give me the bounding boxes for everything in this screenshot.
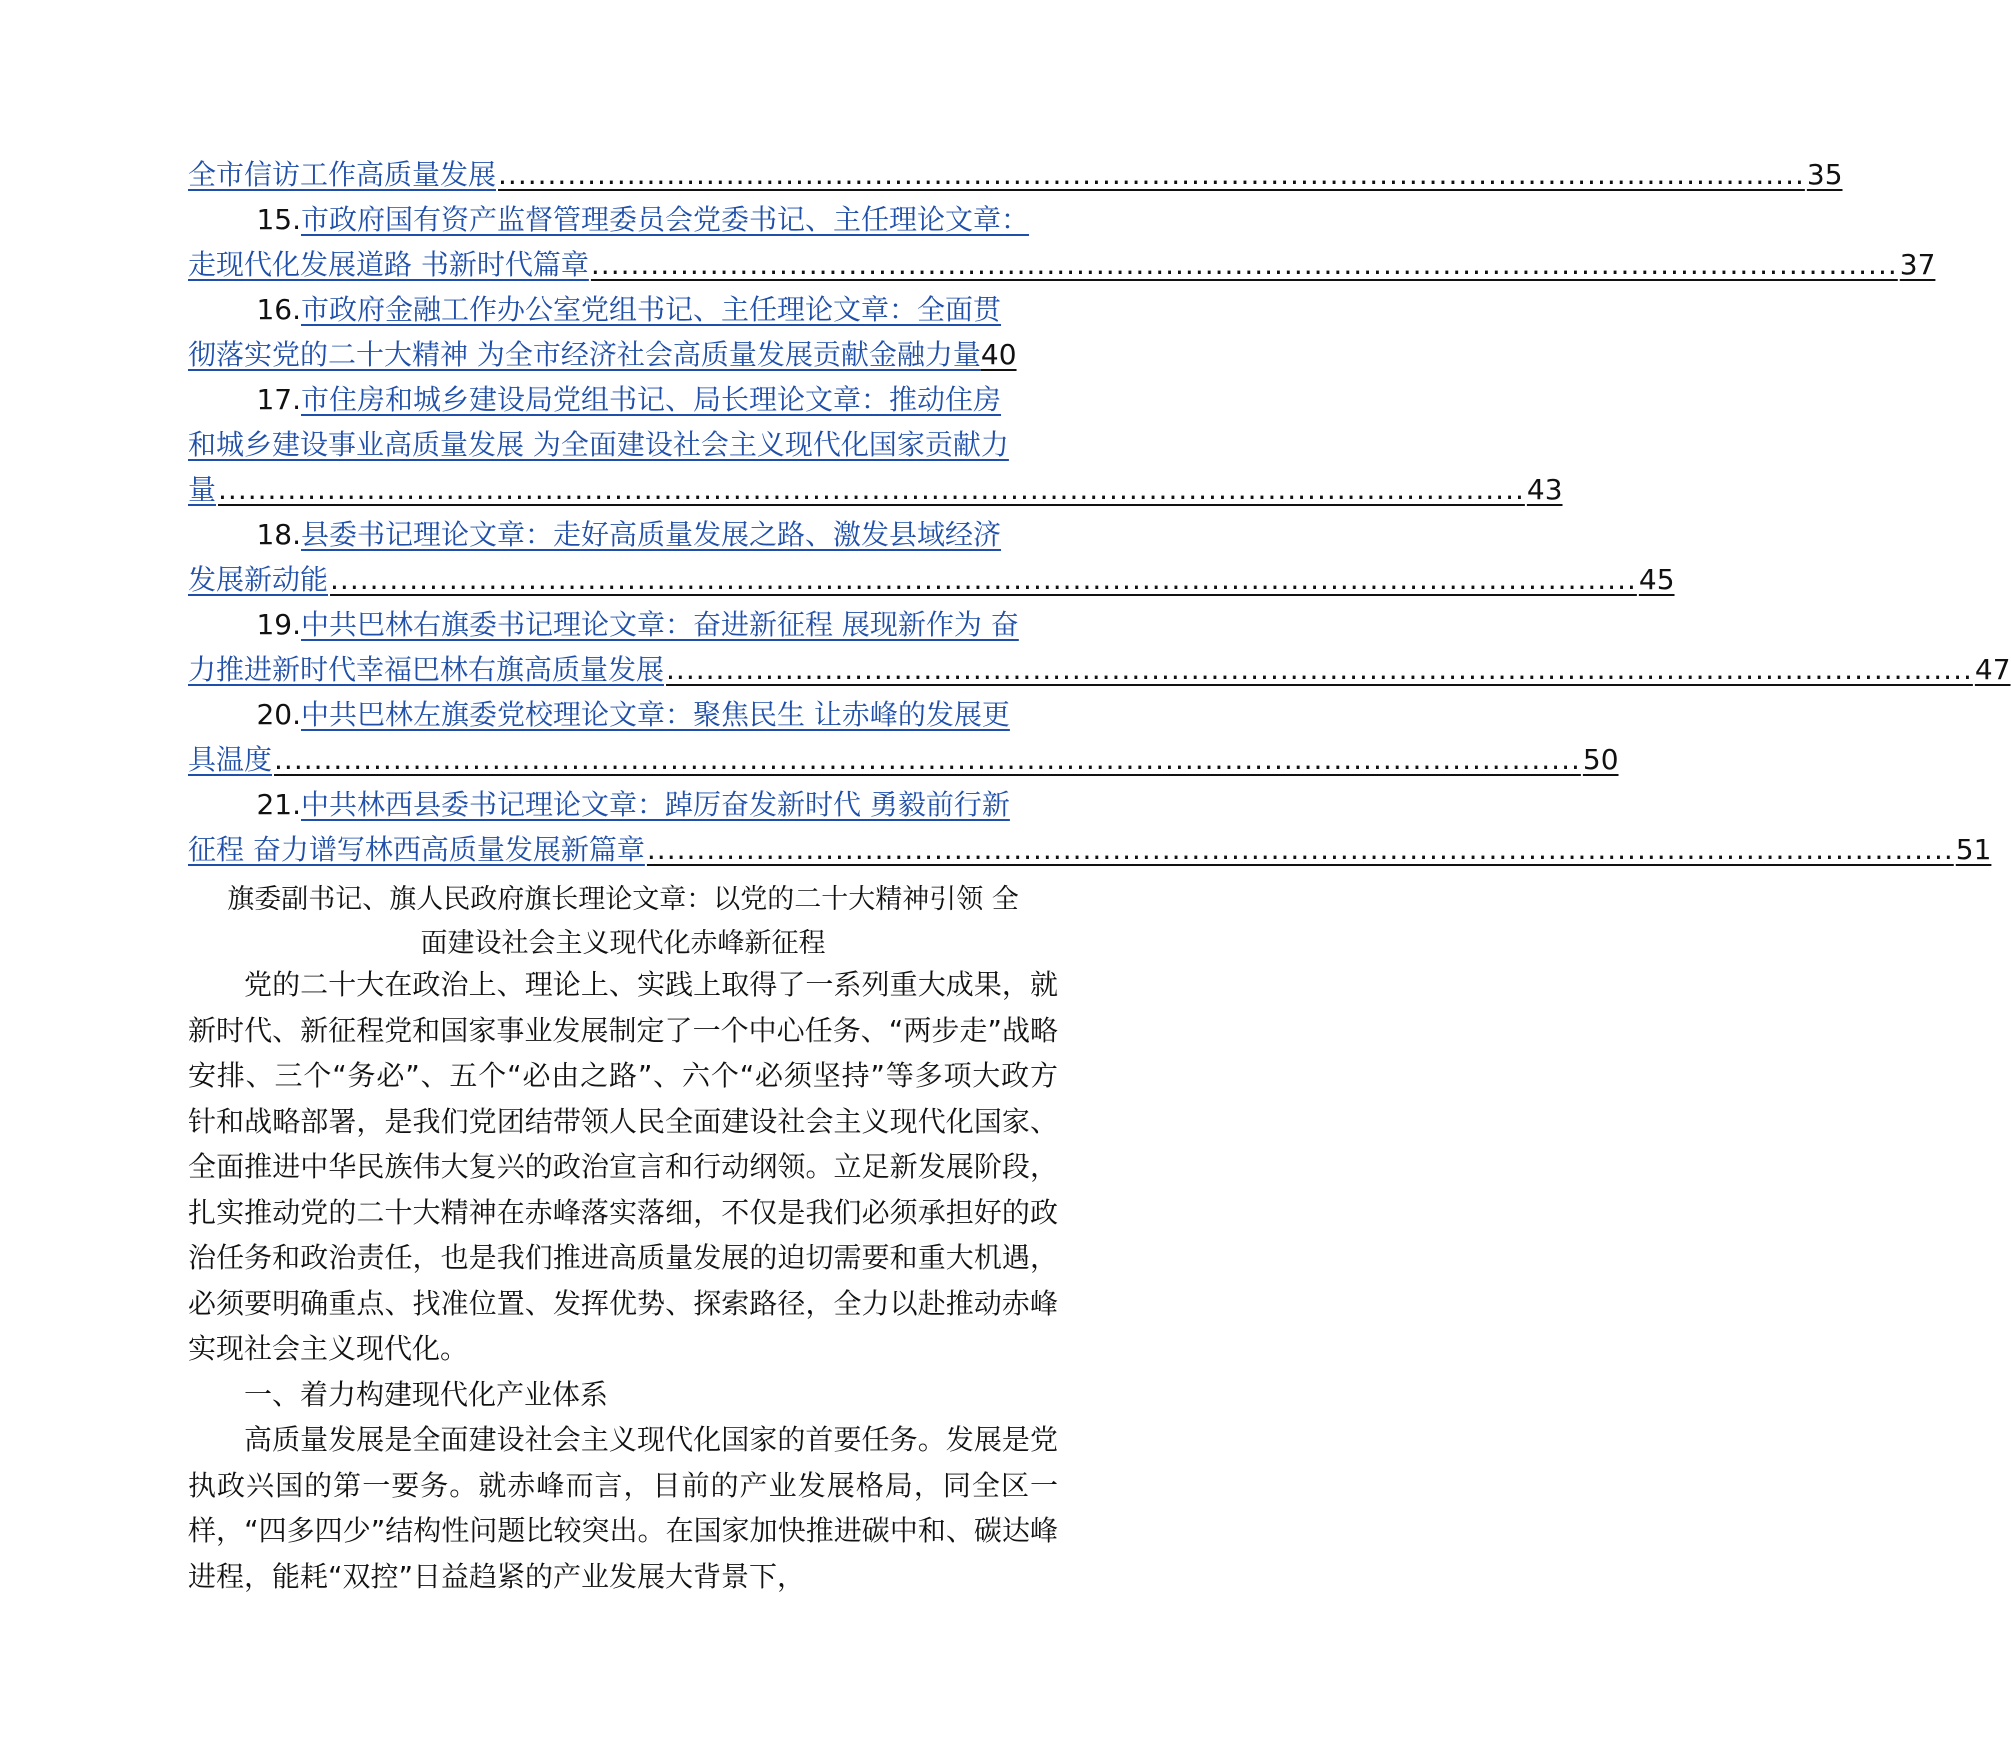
toc-leader: .................................................................................................................................... [218,473,1525,506]
toc-entry-15[interactable] [188,197,1936,287]
toc-link[interactable]: 力推进新时代幸福巴林右旗高质量发展 [188,653,665,686]
toc-entry-21[interactable] [188,782,1992,872]
toc-link[interactable]: 中共巴林左旗委党校理论文章：聚焦民生 让赤峰的发展更 [301,698,1010,731]
toc-link[interactable]: 市政府国有资产监督管理委员会党委书记、主任理论文章： [301,203,1030,236]
toc-page-number: 45 [1638,563,1675,596]
toc-link[interactable]: 和城乡建设事业高质量发展 为全面建设社会主义现代化国家贡献力 [188,428,1009,461]
toc-entry-number: 17. [256,383,301,416]
toc-entry-number: 18. [256,518,301,551]
toc-page-number: 37 [1899,248,1936,281]
toc-page-number: 50 [1582,743,1619,776]
table-of-contents [188,152,2011,872]
toc-page-number: 47 [1974,653,2011,686]
toc-link[interactable]: 市政府金融工作办公室党组书记、主任理论文章：全面贯 [301,293,1002,326]
article-body [188,962,1058,1599]
toc-link[interactable]: 征程 奋力谱写林西高质量发展新篇章 [188,833,645,866]
toc-link[interactable]: 量 [188,473,217,506]
toc-entry-number: 19. [256,608,301,641]
toc-entry-17[interactable] [188,377,1563,512]
toc-entry-19[interactable] [188,602,2011,692]
article-title-line-2: 面建设社会主义现代化赤峰新征程 [420,928,826,959]
toc-leader: .................................................................................................................................... [646,833,1954,866]
toc-entry-number: 20. [256,698,301,731]
body-paragraph: 党的二十大在政治上、理论上、实践上取得了一系列重大成果，就新时代、新征程党和国家事业发展制定了一个中心任务、“两步走”战略安排、三个“务必”、五个“必由之路”、六个“必须坚持”等多项大政方针和战略部署，是我们党团结带领人民全面建设社会主义现代化国家、全面推进中华民族伟大复兴的政治宣言和行动纲领。立足新发展阶段，扎实推动党的二十大精神在赤峰落实落细，不仅是我们必须承担好的政治任务和政治责任，也是我们推进高质量发展的迫切需要和重大机遇，必须要明确重点、找准位置、发挥优势、探索路径，全力以赴推动赤峰实现社会主义现代化。 [188,968,1058,1365]
toc-link[interactable]: 县委书记理论文章：走好高质量发展之路、激发县域经济 [301,518,1002,551]
section-heading: 一、着力构建现代化产业体系 [244,1377,609,1411]
toc-page-number: 43 [1526,473,1563,506]
toc-link[interactable]: 中共巴林右旗委书记理论文章：奋进新征程 展现新作为 奋 [301,608,1019,641]
toc-leader: .................................................................................................................................... [498,158,1805,191]
toc-link[interactable]: 市住房和城乡建设局党组书记、局长理论文章：推动住房 [301,383,1002,416]
toc-link[interactable]: 中共林西县委书记理论文章：踔厉奋发新时代 勇毅前行新 [301,788,1010,821]
toc-leader: .................................................................................................................................... [330,563,1637,596]
toc-entry-16[interactable] [188,287,1058,377]
toc-entry-number: 15. [256,203,301,236]
toc-leader: .................................................................................................................................... [666,653,1973,686]
toc-link[interactable]: 发展新动能 [188,563,329,596]
toc-link[interactable]: 彻落实党的二十大精神 为全市经济社会高质量发展贡献金融力量 [188,338,981,371]
toc-link[interactable]: 具温度 [188,743,273,776]
toc-link[interactable]: 全市信访工作高质量发展 [188,158,497,191]
toc-page-number: 35 [1806,158,1843,191]
toc-link[interactable]: 走现代化发展道路 书新时代篇章 [188,248,589,281]
toc-page-number: 51 [1955,833,1992,866]
body-paragraph: 高质量发展是全面建设社会主义现代化国家的首要任务。发展是党执政兴国的第一要务。就赤峰而言，目前的产业发展格局，同全区一样，“四多四少”结构性问题比较突出。在国家加快推进碳中和、碳达峰进程，能耗“双控”日益趋紧的产业发展大背景下， [188,1423,1058,1593]
toc-page-number: 40 [980,338,1017,371]
toc-entry-14-continuation[interactable] [188,152,1843,197]
article-title [188,878,1058,966]
toc-entry-18[interactable] [188,512,1675,602]
toc-leader: .................................................................................................................................... [274,743,1581,776]
toc-leader: .................................................................................................................................... [590,248,1898,281]
toc-entry-number: 21. [256,788,301,821]
article-title-line-1: 旗委副书记、旗人民政府旗长理论文章：以党的二十大精神引领 全 [227,884,1019,915]
toc-entry-20[interactable] [188,692,1619,782]
toc-entry-number: 16. [256,293,301,326]
